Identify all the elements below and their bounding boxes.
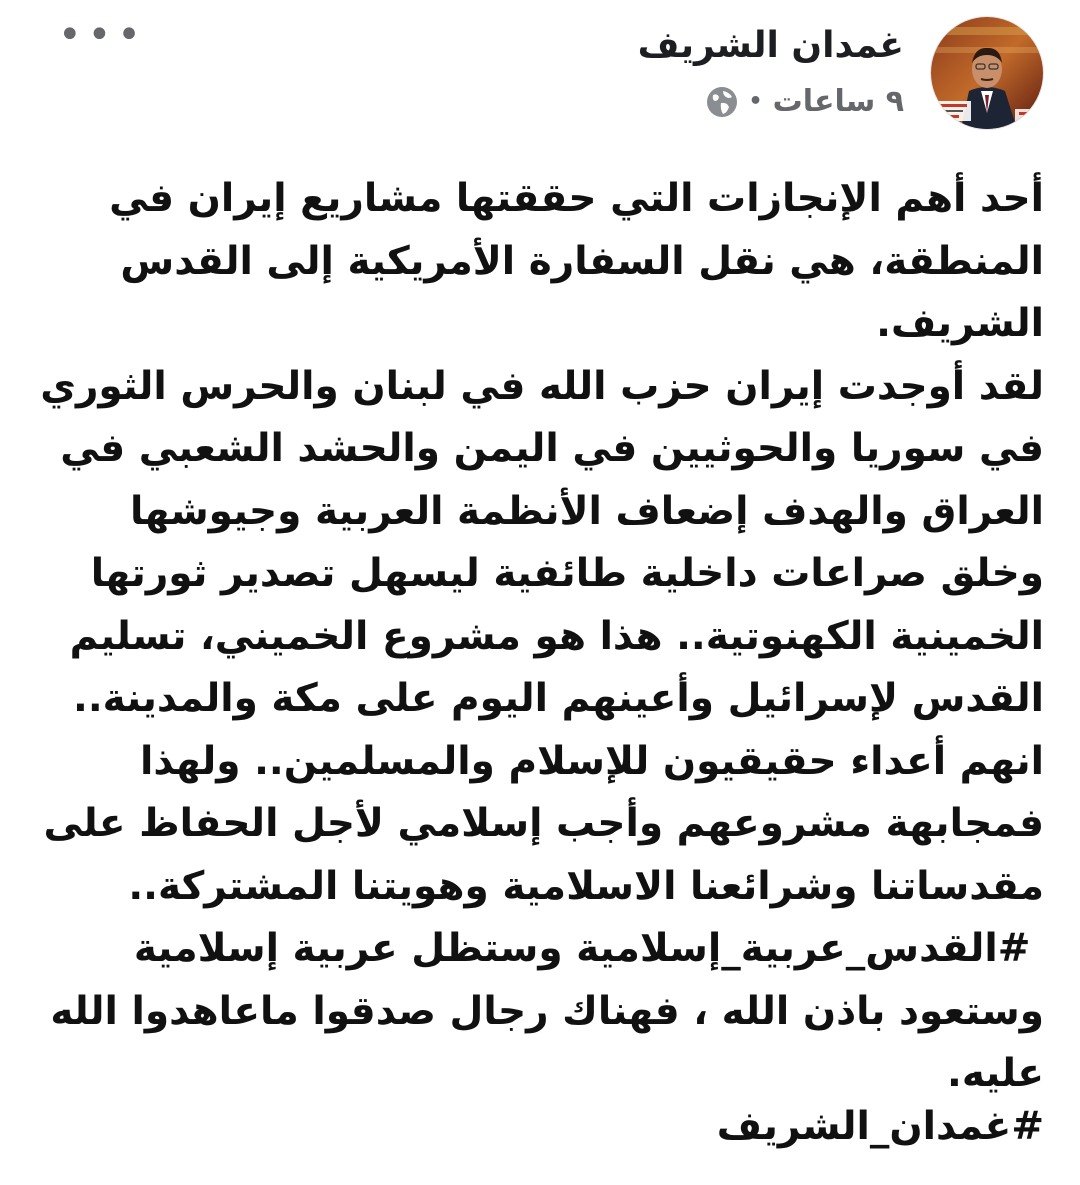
post-body <box>36 168 1044 1106</box>
post-meta <box>638 84 904 119</box>
post-body-text: أحد أهم الإنجازات التي حققتها مشاريع إيران في المنطقة، هي نقل السفارة الأمريكية إلى القدس الشريف. لقد أوجدت إيران حزب الله في لبنان والحرس الثوري في سوريا والحوثيين في اليمن والحشد الشعبي في العراق والهدف إضعاف الأنظمة العربية وجيوشها وخلق صراعات داخلية طائفية ليسهل تصدير ثورتها الخمينية الكهنوتية.. هذا هو مشروع الخميني، تسليم القدس لإسرائيل وأعينهم اليوم على مكة والمدينة.. انهم أعداء حقيقيون للإسلام والمسلمين.. ولهذا فمجابهة مشروعهم وأجب إسلامي لأجل الحفاظ على مقدساتنا وشرائعنا الاسلامية وهويتنا المشتركة.. <box>40 176 1044 909</box>
avatar-image <box>931 17 1043 129</box>
author-info <box>638 24 904 119</box>
author-hashtag[interactable]: #غمدان_الشريف <box>716 1104 1044 1149</box>
hashtag-line[interactable]: #القدس_عربية_إسلامية وستظل عربية إسلامية وستعود باذن الله ، فهناك رجال صدقوا ماعاهدوا الله عليه. <box>36 926 1044 1096</box>
meta-separator: • <box>748 89 763 114</box>
globe-icon[interactable] <box>705 85 739 119</box>
author-avatar[interactable] <box>930 16 1044 130</box>
post-header <box>40 12 1044 136</box>
post-time[interactable]: ٩ ساعات <box>772 84 904 119</box>
more-options-button[interactable]: ••• <box>58 12 147 58</box>
author-name[interactable]: غمدان الشريف <box>637 25 904 66</box>
